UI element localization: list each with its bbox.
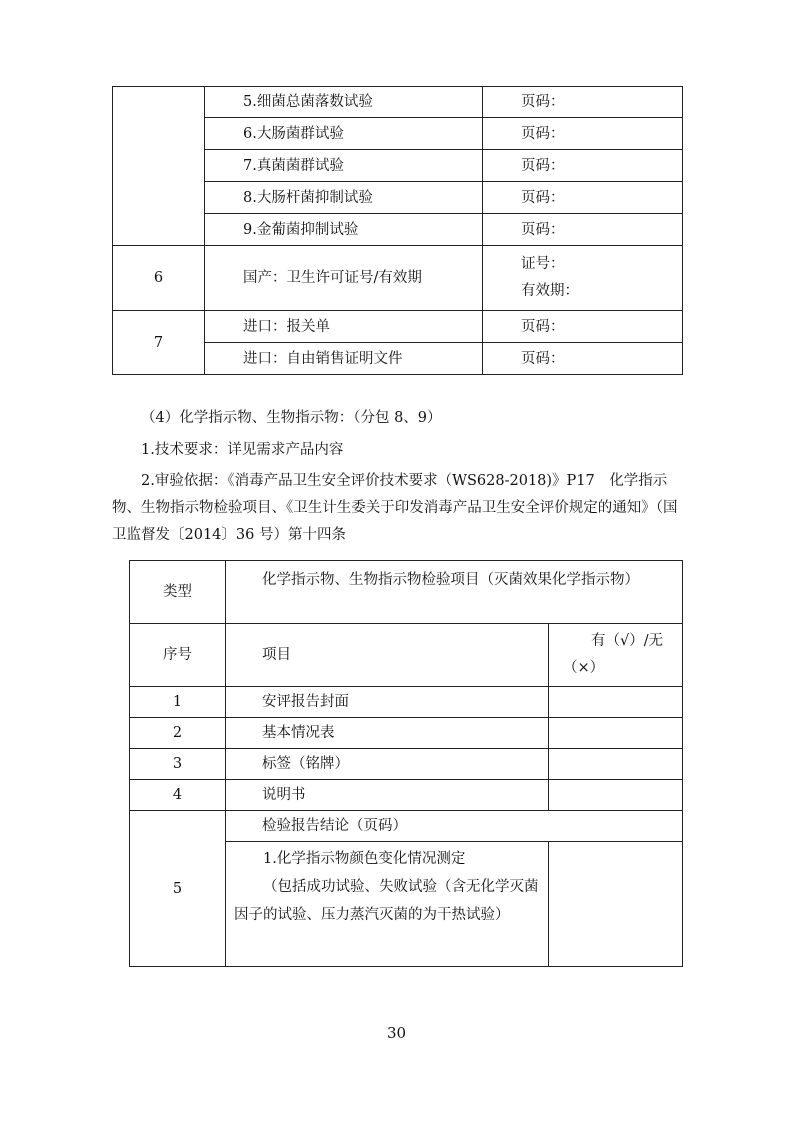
table-row [113,246,683,311]
row-number-cell: 6 [113,246,205,311]
requirements-table-continued [112,86,683,375]
table-row [130,687,683,718]
table-row [113,311,683,343]
row-number-cell: 3 [130,749,226,780]
cert-label: 证号： [521,256,565,272]
check-cell[interactable] [549,749,683,780]
item-cell: 8.大肠杆菌抑制试验 [205,182,483,214]
table-row [130,749,683,780]
validity-label: 有效期： [521,283,579,299]
table-row [130,811,683,842]
item-cell: 安评报告封面 [226,687,549,718]
item-cell: 9.金葡菌抑制试验 [205,214,483,246]
page-label-cell: 页码： [483,311,683,343]
page-label-cell: 页码： [483,182,683,214]
item-title-cell: 检验报告结论（页码） [226,811,683,842]
item-cell: 说明书 [226,780,549,811]
table-row [113,87,683,118]
row-number-cell: 5 [130,811,226,967]
no-header-cell: 序号 [130,624,226,687]
sub-item-line: 1.化学指示物颜色变化情况测定 [263,851,466,867]
row-number-cell: 1 [130,687,226,718]
page-label-cell: 页码： [483,87,683,118]
page-label-cell: 页码： [483,150,683,182]
item-cell: 7.真菌菌群试验 [205,150,483,182]
section-title: （4）化学指示物、生物指示物：（分包 8、9） [141,410,442,426]
table-row [130,718,683,749]
row-number-cell: 7 [113,311,205,375]
item-header-cell: 项目 [226,624,549,687]
row-number-cell: 2 [130,718,226,749]
table-row [130,561,683,624]
check-cell[interactable] [549,842,683,967]
row-number-cell: 4 [130,780,226,811]
type-value-cell: 化学指示物、生物指示物检验项目（灭菌效果化学指示物） [226,561,683,624]
check-cell[interactable] [549,687,683,718]
item-cell: 标签（铭牌） [226,749,549,780]
item-cell: 6.大肠菌群试验 [205,118,483,150]
item-cell: 进口：报关单 [205,311,483,343]
cert-validity-cell [483,246,683,311]
check-header-cell: 有（√）/无（×） [549,624,683,687]
check-cell[interactable] [549,780,683,811]
merged-number-cell [113,87,205,246]
item-cell: 5.细菌总菌落数试验 [205,87,483,118]
table-row [130,780,683,811]
table-header-row [130,624,683,687]
sub-item-line: （包括成功试验、失败试验（含无化学灭菌因子的试验、压力蒸汽灭菌的为干热试验） [234,879,539,923]
check-cell[interactable] [549,718,683,749]
type-label-cell: 类型 [130,561,226,624]
page-label-cell: 页码： [483,118,683,150]
audit-basis: 2.审验依据：《消毒产品卫生安全评价技术要求（WS628-2018)》P17 化学指示物、生物指示物检验项目、《卫生计生委关于印发消毒产品卫生安全评价规定的通知》（国卫监督发〔2014〕36 号）第十四条 [112,473,678,543]
checklist-table [129,560,683,967]
page-label-cell: 页码： [483,343,683,375]
page-number: 30 [386,1024,407,1042]
item-cell: 进口：自由销售证明文件 [205,343,483,375]
page-label-cell: 页码： [483,214,683,246]
sub-item-cell [226,842,549,967]
item-cell: 国产：卫生许可证号/有效期 [205,246,483,311]
item-cell: 基本情况表 [226,718,549,749]
technical-requirement: 1.技术要求：详见需求产品内容 [141,442,344,458]
